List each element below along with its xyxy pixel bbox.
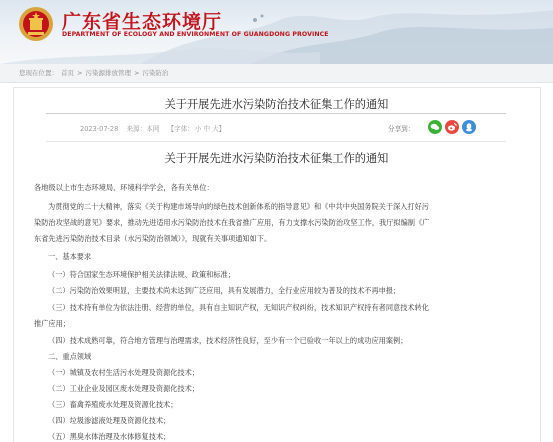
breadcrumb-item-home[interactable]: 首页: [61, 69, 74, 77]
breadcrumb-item-pollution-control[interactable]: 污染防治: [142, 69, 169, 77]
list-item: （四）技术成熟可靠，符合地方管理与治理需求，技术经济性良好，至少有一个已验收一年以上的成功应用案例；: [48, 336, 408, 345]
font-medium-link[interactable]: 中: [203, 125, 211, 133]
font-size-label: 【字体：: [167, 125, 194, 133]
font-size-close: 】: [218, 125, 226, 133]
title-rule: [46, 113, 506, 114]
article-meta: [80, 123, 231, 133]
site-title-english: DEPARTMENT OF ECOLOGY AND ENVIRONMENT OF GUANGDONG PROVINCE: [62, 31, 329, 38]
paragraph-line: 为贯彻党的二十大精神，落实《关于构建市场导向的绿色技术创新体系的指导意见》和《中共中央国务院关于深入打好污: [48, 202, 429, 211]
article-title: 关于开展先进水污染防治技术征集工作的通知: [164, 98, 389, 111]
list-item: （三）畜禽养殖废水处理及资源化技术；: [48, 400, 178, 409]
breadcrumb-item-pollution-source[interactable]: 污染源排放管理: [85, 69, 131, 77]
font-small-link[interactable]: 小: [194, 125, 202, 133]
breadcrumb-prefix: 您现在位置：: [19, 69, 58, 77]
article-date: 2023-07-28: [80, 125, 119, 133]
list-item: （一）符合国家生态环境保护相关法律法规、政策和标准；: [48, 270, 235, 279]
list-item: （二）工业企业及园区废水处理及资源化技术；: [48, 384, 199, 393]
qq-icon[interactable]: [462, 120, 476, 134]
weibo-icon[interactable]: [445, 120, 459, 134]
article-subtitle: 关于开展先进水污染防治技术征集工作的通知: [164, 152, 389, 165]
meta-divider: [46, 141, 506, 142]
section-heading: 一、基本要求: [48, 252, 92, 261]
breadcrumb-separator: >: [77, 69, 83, 77]
wechat-icon[interactable]: [428, 120, 442, 134]
list-item: （一）城镇及农村生活污水处理及资源化技术；: [48, 368, 199, 377]
paragraph-line: 推广应用；: [34, 319, 70, 328]
list-item: （二）污染防治效果明显，主要技术尚未达到广泛应用，具有发展潜力，全行业应用较为普及的技术不再申报；: [48, 286, 401, 295]
national-emblem-icon: [18, 6, 54, 42]
article-source: 来源：本网: [126, 125, 160, 133]
list-item: （四）垃圾渗滤液处理及资源化技术；: [48, 416, 171, 425]
site-title: 广东省生态环境厅: [62, 11, 223, 33]
list-item: （三）技术持有单位为依法注册、经营的单位，具有自主知识产权，无知识产权纠纷，技术知识产权持有者同意技术转化: [48, 303, 429, 312]
share-label: 分享到：: [388, 125, 415, 133]
paragraph-line: 东省先进污染防治技术目录（水污染防治领域）》，现就有关事项通知如下。: [34, 234, 272, 243]
section-heading: 二、重点领域: [48, 352, 92, 361]
font-size-control: [168, 125, 232, 133]
paragraph-line: 染防治攻坚战的意见》要求，推动先进适用水污染防治技术在我省推广应用，有力支撑水污染防治攻坚工作，我厅拟编制《广: [34, 218, 430, 227]
breadcrumb: [0, 64, 553, 83]
list-item: （五）黑臭水体治理及水体修复技术；: [48, 432, 171, 441]
font-large-link[interactable]: 大: [212, 125, 219, 133]
breadcrumb-separator: >: [133, 69, 140, 77]
site-header: [0, 0, 553, 64]
paragraph-line: 各地级以上市生态环境局、环境科学学会，各有关单位：: [34, 183, 214, 192]
